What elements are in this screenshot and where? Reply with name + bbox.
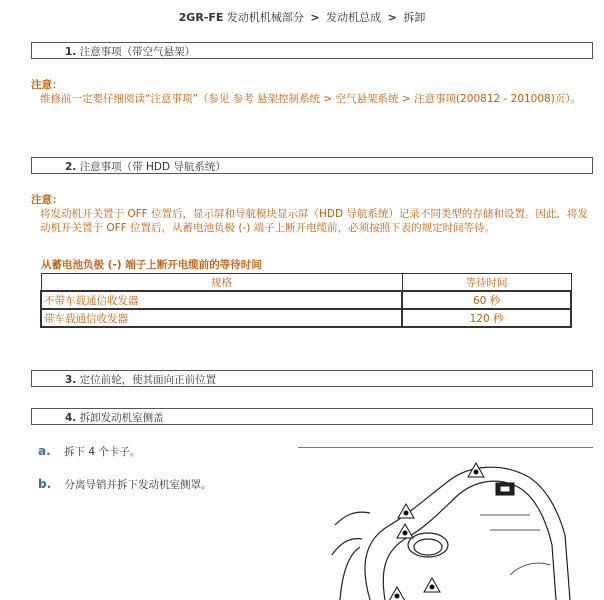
divider xyxy=(298,447,593,448)
guide-pin-marker-icon xyxy=(496,483,514,495)
section-title: 拆卸发动机室侧盖 xyxy=(79,412,164,424)
step-letter: a. xyxy=(38,444,51,458)
table-header-time: 等待时间 xyxy=(402,274,571,292)
section-header-3 xyxy=(31,370,593,387)
table-cell-time: 120 秒 xyxy=(402,309,571,327)
cover-outline xyxy=(365,467,570,600)
section-number: 4. xyxy=(65,412,77,424)
section-number: 1. xyxy=(65,46,77,58)
section-title: 注意事项（带 HDD 导航系统） xyxy=(79,161,226,173)
step-text: 分离导销并拆下发动机室侧罩。 xyxy=(64,479,212,491)
breadcrumb-separator: > xyxy=(387,11,397,24)
table-title: 从蓄电池负极 (-) 端子上断开电缆前的等待时间 xyxy=(41,259,262,271)
table-cell-time: 60 秒 xyxy=(402,291,571,309)
panel-line xyxy=(340,547,360,600)
table-cell-spec: 不带车载通信收发器 xyxy=(41,291,402,309)
fender-line xyxy=(332,512,370,555)
clip-marker-icon xyxy=(424,578,440,592)
clip-marker-icon xyxy=(398,504,414,518)
table-row xyxy=(41,291,571,309)
note-text: 将发动机开关置于 OFF 位置后，显示屏和导航模块显示屏（HDD 导航系统）记录不同类型的存储和设置。因此，将发动机开关置于 OFF 位置后，从蓄电池负极 (-) 端子上断开电缆前，必须按照下表的规定时间等待。 xyxy=(40,208,588,234)
table-row xyxy=(41,309,571,327)
breadcrumb-part1[interactable]: 发动机机械部分 xyxy=(226,11,304,24)
waiting-time-table xyxy=(40,273,572,328)
section-number: 2. xyxy=(65,161,77,173)
note-text: 维修前一定要仔细阅读“注意事项”（参见 参考 悬架控制系统 > 空气悬架系统 > 注意事项(200812 - 201008)页）。 xyxy=(40,93,582,105)
section-number: 3. xyxy=(65,374,77,386)
breadcrumb-separator: > xyxy=(310,11,320,24)
engine-cover-illustration xyxy=(330,455,594,600)
breadcrumb-model: 2GR-FE xyxy=(178,11,224,24)
section-header-1 xyxy=(31,42,593,59)
table-header-row xyxy=(41,274,571,292)
step-text: 拆下 4 个卡子。 xyxy=(64,446,141,458)
note-label: 注意： xyxy=(31,79,63,91)
section-header-2 xyxy=(31,157,593,174)
clip-markers xyxy=(389,463,514,600)
clip-marker-icon xyxy=(397,524,413,538)
clip-marker-icon xyxy=(389,587,405,600)
section-title: 注意事项（带空气悬架） xyxy=(79,46,196,58)
step-letter: b. xyxy=(38,477,52,491)
section-header-4 xyxy=(31,408,593,425)
table-cell-spec: 带车载通信收发器 xyxy=(41,309,402,327)
breadcrumb-part3: 拆卸 xyxy=(403,11,426,24)
step-a xyxy=(38,444,140,459)
step-b xyxy=(38,477,212,492)
section-title: 定位前轮，使其面向正前位置 xyxy=(79,374,217,386)
table-header-spec: 规格 xyxy=(41,274,402,292)
breadcrumb xyxy=(0,9,604,25)
breadcrumb-part2[interactable]: 发动机总成 xyxy=(326,11,382,24)
note-label: 注意： xyxy=(31,194,63,206)
